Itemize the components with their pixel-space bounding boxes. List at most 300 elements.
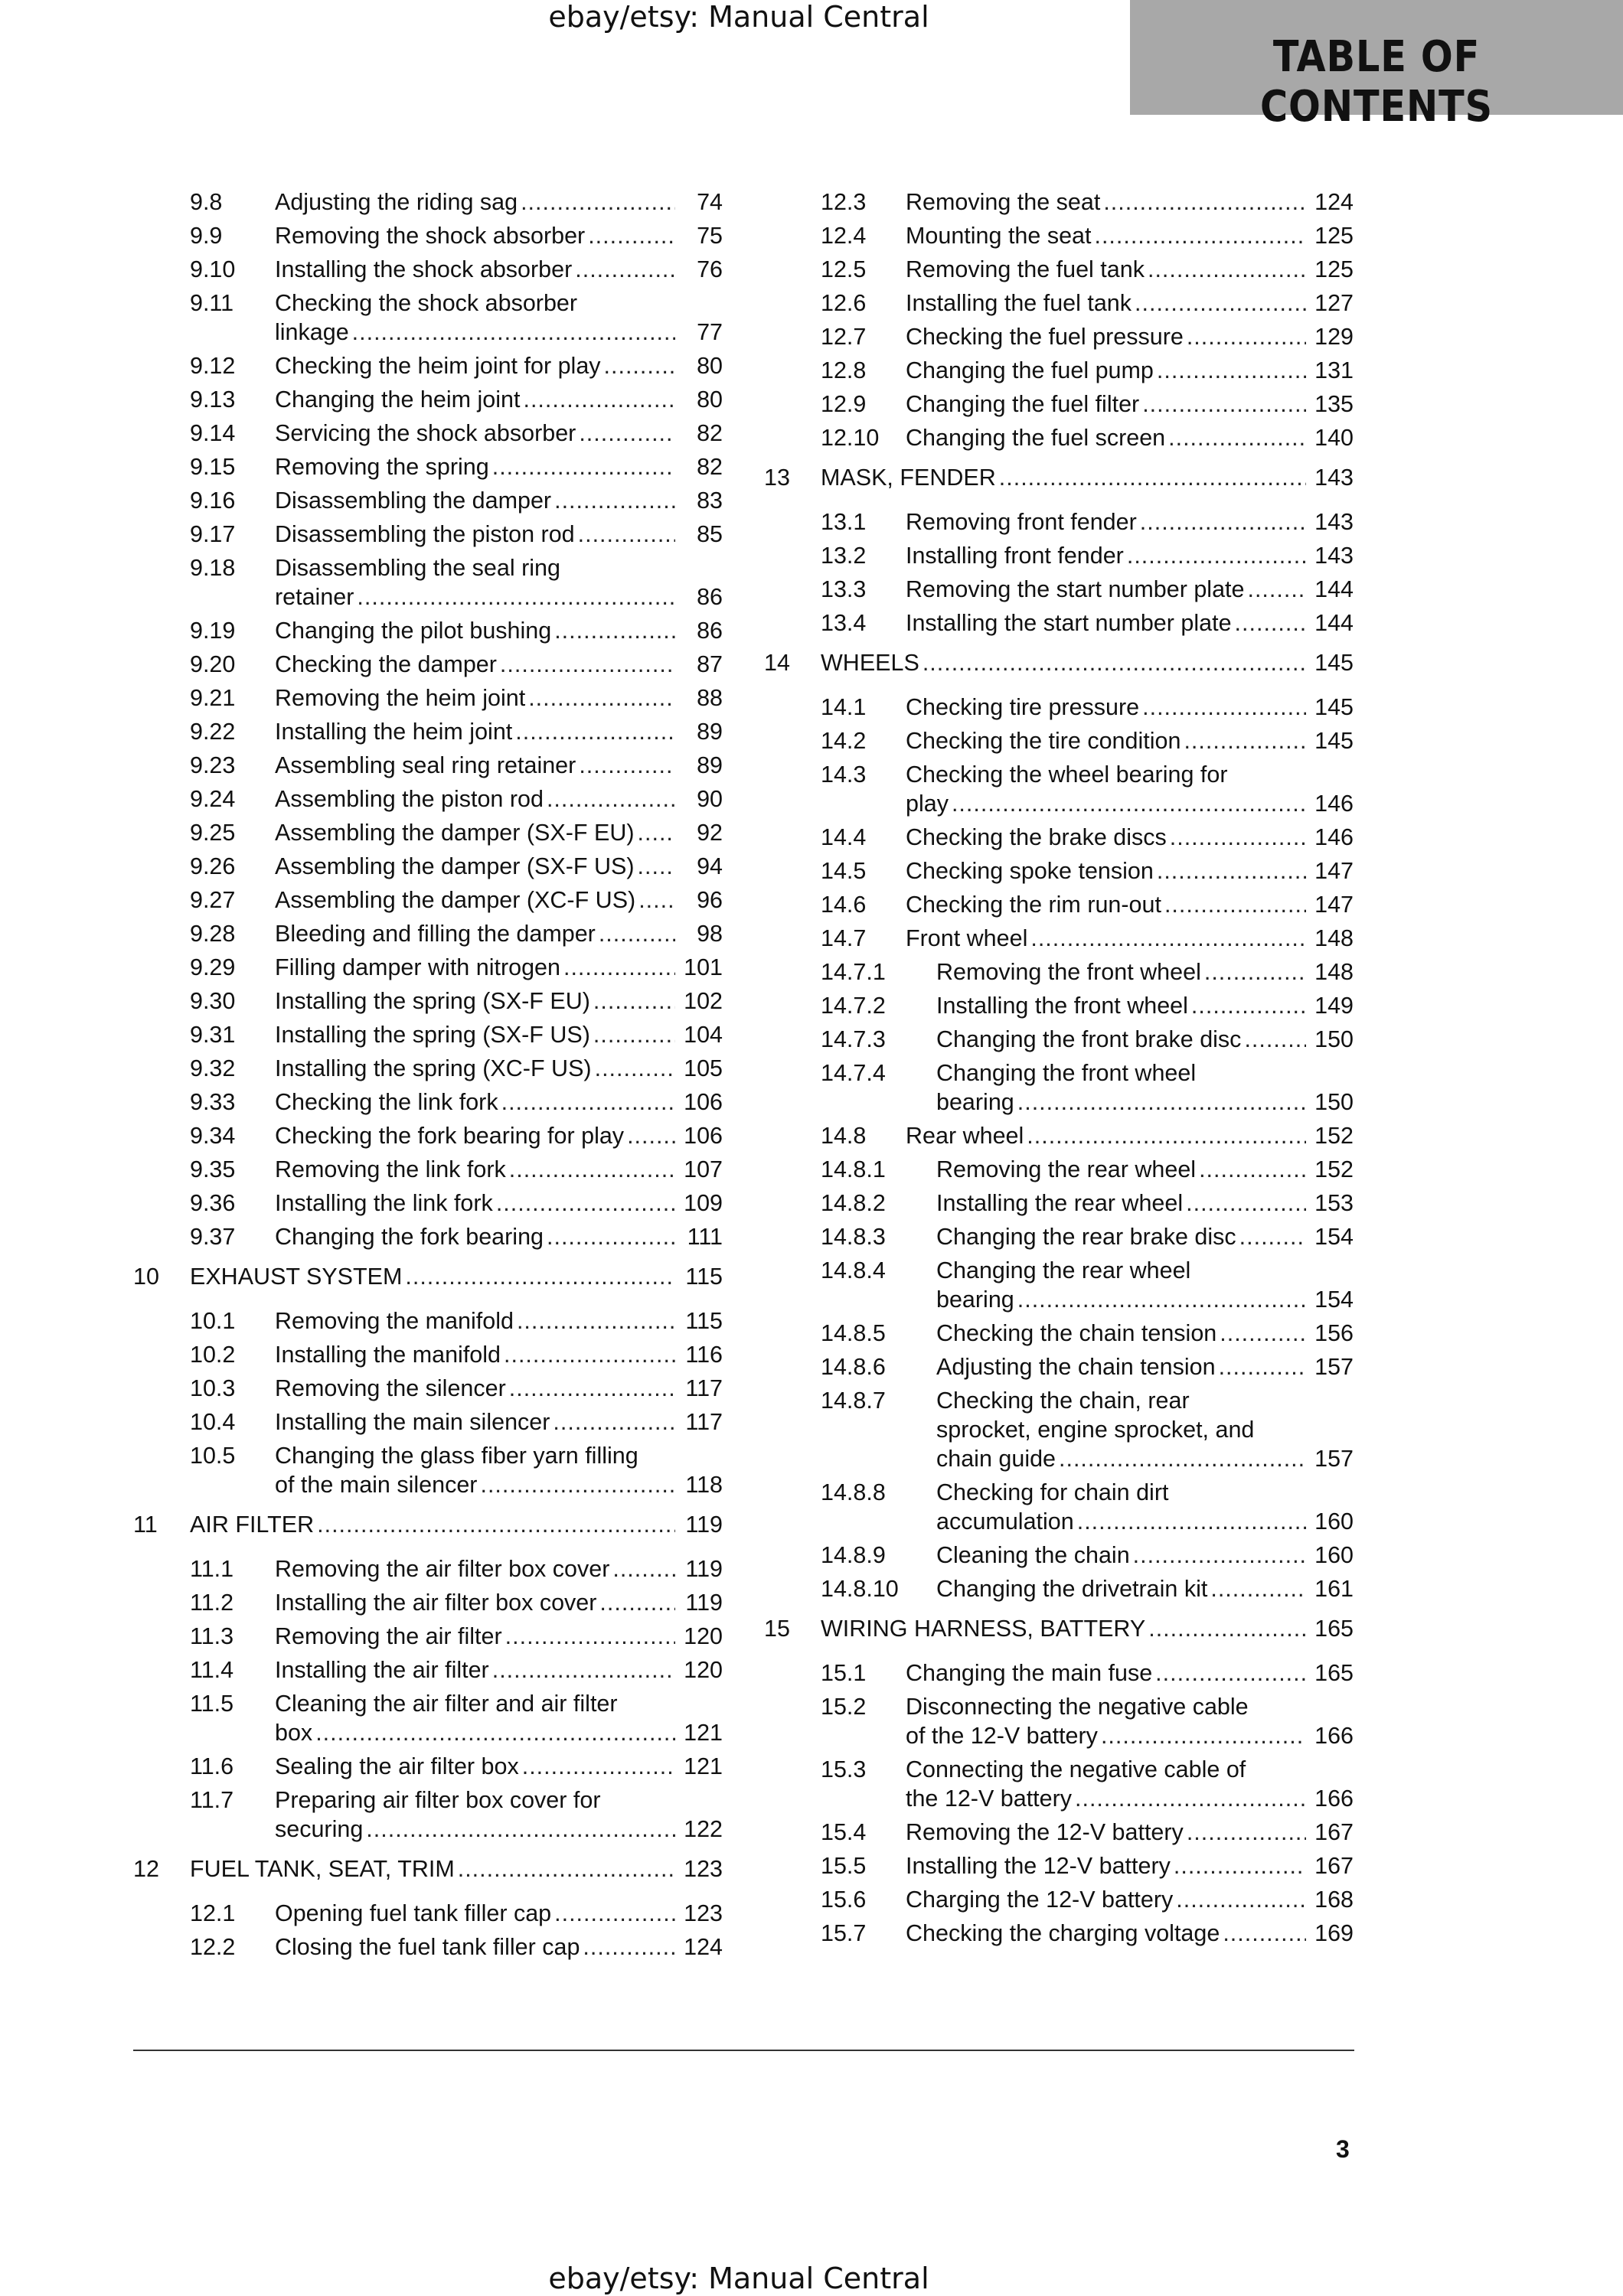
dot-leader — [554, 616, 675, 645]
toc-entry-title: Installing the front wheel — [936, 993, 1188, 1019]
toc-entry-title: Checking the chain tension — [936, 1320, 1217, 1346]
toc-entry-title-line: Preparing air filter box cover for — [275, 1787, 601, 1813]
toc-entry-page: 165 — [1314, 1660, 1354, 1686]
dot-leader — [1157, 356, 1306, 385]
toc-entry-number: 9.28 — [190, 921, 236, 947]
toc-entry-title: Installing the main silencer — [275, 1409, 550, 1435]
toc-entry-number: 9.10 — [190, 256, 236, 282]
toc-entry — [133, 818, 723, 847]
toc-entry-title: Installing the heim joint — [275, 719, 513, 745]
toc-entry-title-line: Checking for chain dirt — [936, 1479, 1169, 1505]
toc-entry-title: accumulation — [936, 1508, 1074, 1534]
toc-entry-number: 9.18 — [190, 555, 236, 581]
toc-entry-title: Installing the fuel tank — [906, 290, 1132, 316]
toc-entry-title: Changing the fork bearing — [275, 1224, 544, 1250]
toc-entry-page: 82 — [697, 454, 723, 480]
toc-entry-number: 9.21 — [190, 685, 236, 711]
toc-entry — [133, 1588, 723, 1617]
toc-entry-page: 124 — [1314, 189, 1354, 215]
dot-leader — [523, 385, 675, 414]
toc-entry-title: Changing the drivetrain kit — [936, 1576, 1208, 1602]
toc-entry-page: 89 — [697, 752, 723, 778]
toc-entry-number: 12.2 — [190, 1934, 236, 1960]
toc-entry — [133, 717, 723, 746]
toc-entry — [764, 924, 1354, 953]
toc-entry-number: 12.1 — [190, 1900, 236, 1926]
toc-entry — [133, 1441, 723, 1499]
toc-entry-number: 13.2 — [821, 543, 867, 569]
dot-leader — [480, 1470, 675, 1499]
toc-entry-page: 147 — [1314, 892, 1354, 918]
dot-leader — [599, 919, 675, 948]
toc-entry-number: 11.2 — [190, 1590, 234, 1616]
toc-entry-title: Checking the brake discs — [906, 824, 1167, 850]
toc-entry — [764, 823, 1354, 852]
dot-leader — [317, 1510, 675, 1539]
watermark-bottom: ebay/etsy: Manual Central — [548, 2262, 929, 2295]
toc-chapter-entry — [133, 1854, 723, 1883]
toc-entry-title: securing — [275, 1816, 364, 1842]
toc-entry — [133, 1374, 723, 1403]
toc-entry-page: 94 — [697, 853, 723, 879]
toc-entry-number: 9.12 — [190, 353, 236, 379]
toc-entry — [133, 351, 723, 380]
dot-leader — [505, 1622, 675, 1651]
toc-entry-page: 148 — [1314, 959, 1354, 985]
toc-entry-number: 12.3 — [821, 189, 867, 215]
dot-leader — [352, 318, 675, 347]
dot-leader — [357, 582, 675, 612]
toc-entry-page: 96 — [697, 887, 723, 913]
toc-entry-title: Changing the front brake disc — [936, 1026, 1242, 1052]
toc-entry-number: 12.4 — [821, 223, 867, 249]
dot-leader — [1164, 890, 1306, 919]
toc-entry-page: 145 — [1314, 728, 1354, 754]
dot-leader — [1223, 1919, 1306, 1948]
toc-entry-number: 9.11 — [190, 290, 234, 316]
toc-entry-number: 14.8.8 — [821, 1479, 886, 1505]
toc-entry — [133, 1655, 723, 1684]
toc-entry-title-line: Changing the front wheel — [936, 1060, 1197, 1086]
toc-entry-title: Checking the charging voltage — [906, 1920, 1220, 1946]
toc-entry-title-line: Changing the rear wheel — [936, 1257, 1191, 1283]
dot-leader — [1133, 1541, 1306, 1570]
dot-leader — [1210, 1574, 1306, 1603]
toc-entry-number: 10.3 — [190, 1375, 236, 1401]
toc-entry-number: 15 — [764, 1616, 790, 1642]
toc-entry — [133, 616, 723, 645]
toc-entry — [764, 390, 1354, 419]
toc-entry-page: 106 — [684, 1089, 723, 1115]
toc-entry-title-line: Checking the chain, rear — [936, 1388, 1190, 1414]
dot-leader — [1135, 289, 1306, 318]
dot-leader — [553, 1407, 675, 1437]
toc-entry-number: 11.7 — [190, 1787, 234, 1813]
toc-entry — [764, 1121, 1354, 1150]
toc-entry-page: 143 — [1314, 509, 1354, 535]
toc-entry-title: Adjusting the riding sag — [275, 189, 518, 215]
toc-entry-number: 15.2 — [821, 1694, 867, 1720]
toc-entry-title: of the main silencer — [275, 1472, 478, 1498]
toc-entry — [133, 385, 723, 414]
toc-entry-title: Installing the spring (SX-F US) — [275, 1022, 590, 1048]
toc-entry-page: 166 — [1314, 1786, 1354, 1812]
toc-entry — [764, 760, 1354, 818]
toc-entry-number: 9.19 — [190, 618, 236, 644]
toc-entry-title: Filling damper with nitrogen — [275, 954, 560, 980]
dot-leader — [952, 789, 1306, 818]
toc-entry — [133, 1020, 723, 1049]
toc-entry-title: Installing the link fork — [275, 1190, 493, 1216]
toc-entry — [133, 289, 723, 347]
toc-entry-page: 167 — [1314, 1819, 1354, 1845]
dot-leader — [627, 1121, 675, 1150]
dot-leader — [1094, 221, 1306, 250]
toc-entry-page: 119 — [685, 1556, 723, 1582]
toc-entry-title-line: Checking the shock absorber — [275, 290, 578, 316]
toc-entry-page: 90 — [697, 786, 723, 812]
toc-entry-number: 14.7.2 — [821, 993, 886, 1019]
toc-entry — [764, 1319, 1354, 1348]
toc-entry-page: 89 — [697, 719, 723, 745]
toc-entry-number: 10.5 — [190, 1443, 236, 1469]
toc-entry-title-line: Changing the glass fiber yarn filling — [275, 1443, 638, 1469]
dot-leader — [1027, 1121, 1306, 1150]
toc-entry-number: 14.8.4 — [821, 1257, 886, 1283]
toc-entry — [133, 1554, 723, 1583]
dot-leader — [1059, 1444, 1306, 1473]
toc-entry-page: 74 — [697, 189, 723, 215]
toc-entry — [133, 255, 723, 284]
toc-entry-title: Checking the damper — [275, 651, 497, 677]
dot-leader — [496, 1189, 675, 1218]
toc-entry-page: 148 — [1314, 925, 1354, 951]
toc-entry — [133, 1752, 723, 1781]
toc-entry-page: 83 — [697, 488, 723, 514]
toc-entry-page: 157 — [1314, 1446, 1354, 1472]
toc-entry — [133, 650, 723, 679]
toc-entry — [764, 991, 1354, 1020]
toc-entry — [764, 356, 1354, 385]
toc-entry-number: 12 — [133, 1856, 159, 1882]
toc-entry-title: Installing the 12-V battery — [906, 1853, 1171, 1879]
dot-leader — [1174, 1851, 1306, 1880]
toc-entry-page: 150 — [1314, 1089, 1354, 1115]
toc-entry-number: 9.33 — [190, 1089, 236, 1115]
toc-entry — [764, 1386, 1354, 1473]
toc-entry-title: Removing the link fork — [275, 1156, 506, 1182]
toc-entry — [133, 221, 723, 250]
toc-entry-title: Changing the heim joint — [275, 386, 521, 413]
dot-leader — [504, 1340, 675, 1369]
toc-entry — [764, 608, 1354, 638]
toc-entry-number: 14.8.7 — [821, 1388, 886, 1414]
dot-leader — [1140, 507, 1306, 536]
toc-entry-number: 14.8.2 — [821, 1190, 886, 1216]
toc-entry-title: Charging the 12-V battery — [906, 1887, 1174, 1913]
dot-leader — [638, 885, 675, 915]
toc-entry-title: Installing the air filter box cover — [275, 1590, 597, 1616]
toc-entry-number: 12.10 — [821, 425, 880, 451]
dot-leader — [1170, 823, 1306, 852]
toc-entry — [133, 452, 723, 481]
toc-entry — [133, 919, 723, 948]
toc-entry-page: 154 — [1314, 1224, 1354, 1250]
toc-entry-number: 11.6 — [190, 1753, 234, 1779]
toc-entry-page: 76 — [697, 256, 723, 282]
toc-entry-title: Front wheel — [906, 925, 1028, 951]
toc-entry-number: 14.1 — [821, 694, 867, 720]
toc-entry — [764, 856, 1354, 885]
toc-entry — [764, 1541, 1354, 1570]
dot-leader — [1187, 1818, 1306, 1847]
toc-entry-title: Checking spoke tension — [906, 858, 1154, 884]
dot-leader — [575, 255, 675, 284]
toc-entry — [133, 751, 723, 780]
toc-entry — [133, 1054, 723, 1083]
toc-entry-title: Removing the 12-V battery — [906, 1819, 1184, 1845]
page-title: TABLE OF CONTENTS — [1260, 32, 1493, 132]
toc-entry-page: 123 — [684, 1856, 723, 1882]
toc-entry-page: 144 — [1314, 610, 1354, 636]
toc-entry-page: 152 — [1314, 1156, 1354, 1182]
dot-leader — [1219, 1352, 1306, 1381]
dot-leader — [517, 1306, 675, 1336]
toc-entry-title: Installing the air filter — [275, 1657, 489, 1683]
toc-entry-number: 12.9 — [821, 391, 867, 417]
toc-entry-title: Removing the seat — [906, 189, 1101, 215]
toc-entry-number: 9.22 — [190, 719, 236, 745]
toc-entry-title: Checking tire pressure — [906, 694, 1140, 720]
toc-entry-title-line: sprocket, engine sprocket, and — [936, 1417, 1255, 1443]
toc-entry — [764, 575, 1354, 604]
toc-entry — [133, 1088, 723, 1117]
toc-entry-page: 145 — [1314, 650, 1354, 676]
dot-leader — [579, 419, 675, 448]
toc-entry-number: 11.3 — [190, 1623, 234, 1649]
dot-leader — [1204, 957, 1306, 987]
toc-entry-page: 124 — [684, 1934, 723, 1960]
dot-leader — [509, 1155, 675, 1184]
toc-entry-number: 11 — [133, 1512, 158, 1538]
dot-leader — [1101, 1721, 1306, 1750]
toc-entry-number: 12.6 — [821, 290, 867, 316]
toc-entry-page: 87 — [697, 651, 723, 677]
toc-entry-number: 14.7.4 — [821, 1060, 886, 1086]
toc-entry-title: bearing — [936, 1089, 1014, 1115]
dot-leader — [492, 1655, 675, 1684]
toc-entry-title: Installing the shock absorber — [275, 256, 573, 282]
toc-left-column — [133, 188, 723, 1966]
toc-entry-number: 14.8.5 — [821, 1320, 886, 1346]
toc-entry-number: 15.6 — [821, 1887, 867, 1913]
toc-entry — [133, 1786, 723, 1844]
toc-entry-page: 145 — [1314, 694, 1354, 720]
toc-entry — [133, 1222, 723, 1251]
toc-entry-page: 86 — [697, 584, 723, 610]
toc-entry-page: 123 — [684, 1900, 723, 1926]
toc-entry-number: 10.4 — [190, 1409, 236, 1435]
toc-entry — [764, 890, 1354, 919]
toc-entry-title: Assembling the damper (XC-F US) — [275, 887, 636, 913]
toc-entry-page: 107 — [684, 1156, 723, 1182]
dot-leader — [554, 1899, 675, 1928]
toc-entry-page: 160 — [1314, 1542, 1354, 1568]
toc-entry-number: 9.32 — [190, 1055, 236, 1081]
dot-leader — [604, 351, 675, 380]
toc-entry-page: 157 — [1314, 1354, 1354, 1380]
toc-entry-title: retainer — [275, 584, 354, 610]
toc-entry-number: 14.7.3 — [821, 1026, 886, 1052]
toc-entry-page: 146 — [1314, 824, 1354, 850]
toc-entry-page: 147 — [1314, 858, 1354, 884]
dot-leader — [547, 784, 675, 814]
toc-entry-title-line: Disconnecting the negative cable — [906, 1694, 1249, 1720]
dot-leader — [501, 1088, 675, 1117]
toc-entry-number: 9.9 — [190, 223, 223, 249]
toc-entry — [133, 520, 723, 549]
toc-entry-title: Disassembling the piston rod — [275, 521, 575, 547]
toc-entry-number: 9.15 — [190, 454, 236, 480]
toc-entry — [133, 953, 723, 982]
toc-entry — [133, 1407, 723, 1437]
dot-leader — [458, 1854, 675, 1883]
toc-entry-title: Checking the fuel pressure — [906, 324, 1184, 350]
toc-entry-title: Disassembling the damper — [275, 488, 552, 514]
toc-entry-title: Removing the fuel tank — [906, 256, 1145, 282]
dot-leader — [1235, 608, 1306, 638]
dot-leader — [1168, 423, 1306, 452]
page-number: 3 — [1336, 2135, 1350, 2163]
toc-entry-title: Removing the spring — [275, 454, 489, 480]
dot-leader — [583, 1932, 675, 1962]
toc-entry-title: Removing the rear wheel — [936, 1156, 1197, 1182]
toc-entry — [764, 693, 1354, 722]
toc-entry-number: 15.1 — [821, 1660, 867, 1686]
toc-entry-title: linkage — [275, 319, 349, 345]
toc-entry-title: FUEL TANK, SEAT, TRIM — [190, 1856, 455, 1882]
dot-leader — [593, 1020, 675, 1049]
toc-entry-page: 85 — [697, 521, 723, 547]
toc-entry-title: Removing the manifold — [275, 1308, 514, 1334]
toc-entry-title: Cleaning the chain — [936, 1542, 1130, 1568]
toc-entry-title: Changing the fuel filter — [906, 391, 1140, 417]
dot-leader — [595, 1054, 675, 1083]
toc-entry — [764, 726, 1354, 755]
toc-entry — [764, 1222, 1354, 1251]
toc-entry-page: 152 — [1314, 1123, 1354, 1149]
toc-entry-page: 125 — [1314, 256, 1354, 282]
toc-entry-number: 10.2 — [190, 1342, 236, 1368]
toc-entry-title: Rear wheel — [906, 1123, 1024, 1149]
toc-entry-page: 120 — [684, 1657, 723, 1683]
toc-entry-title: chain guide — [936, 1446, 1056, 1472]
toc-entry-title: Checking the heim joint for play — [275, 353, 601, 379]
toc-entry-page: 169 — [1314, 1920, 1354, 1946]
toc-entry-number: 9.13 — [190, 386, 236, 413]
toc-entry — [133, 852, 723, 881]
dot-leader — [405, 1262, 675, 1291]
toc-entry — [764, 1658, 1354, 1688]
toc-entry — [764, 1155, 1354, 1184]
toc-entry — [764, 221, 1354, 250]
toc-entry-number: 9.30 — [190, 988, 236, 1014]
toc-entry-title: Removing the front wheel — [936, 959, 1201, 985]
dot-leader — [999, 463, 1306, 492]
toc-entry-number: 14.6 — [821, 892, 867, 918]
dot-leader — [1142, 390, 1306, 419]
toc-entry — [133, 1689, 723, 1747]
dot-leader — [923, 648, 1306, 677]
toc-entry-page: 143 — [1314, 543, 1354, 569]
watermark-top: ebay/etsy: Manual Central — [548, 0, 929, 34]
toc-entry — [133, 1306, 723, 1336]
toc-entry-page: 160 — [1314, 1508, 1354, 1534]
dot-leader — [1017, 1088, 1306, 1117]
dot-leader — [509, 1374, 675, 1403]
dot-leader — [588, 221, 675, 250]
toc-entry-title: Installing the manifold — [275, 1342, 501, 1368]
toc-entry-page: 156 — [1314, 1320, 1354, 1346]
toc-entry-title: box — [275, 1720, 313, 1746]
toc-entry-title: Removing front fender — [906, 509, 1137, 535]
toc-entry-page: 118 — [685, 1472, 723, 1498]
toc-entry-page: 119 — [685, 1590, 723, 1616]
dot-leader — [1142, 693, 1306, 722]
toc-entry — [133, 188, 723, 217]
toc-chapter-entry — [764, 1614, 1354, 1643]
toc-entry-number: 15.4 — [821, 1819, 867, 1845]
toc-entry-number: 9.24 — [190, 786, 236, 812]
toc-entry-number: 14.8.6 — [821, 1354, 886, 1380]
dot-leader — [599, 1588, 675, 1617]
toc-entry-number: 12.8 — [821, 357, 867, 383]
toc-entry-page: 143 — [1314, 465, 1354, 491]
toc-entry-title: Installing the spring (SX-F EU) — [275, 988, 590, 1014]
toc-entry-title: Assembling the damper (SX-F US) — [275, 853, 635, 879]
toc-entry — [133, 1340, 723, 1369]
toc-entry-number: 11.5 — [190, 1691, 234, 1717]
toc-entry-title: Mounting the seat — [906, 223, 1092, 249]
toc-entry-page: 167 — [1314, 1853, 1354, 1879]
toc-entry-page: 135 — [1314, 391, 1354, 417]
toc-entry-title-line: Connecting the negative cable of — [906, 1756, 1246, 1782]
toc-entry-page: 168 — [1314, 1887, 1354, 1913]
dot-leader — [1244, 1025, 1306, 1054]
toc-entry — [133, 1899, 723, 1928]
toc-entry-page: 121 — [684, 1720, 723, 1746]
toc-entry-page: 101 — [684, 954, 723, 980]
dot-leader — [1184, 726, 1306, 755]
toc-entry-title: Installing front fender — [906, 543, 1124, 569]
toc-entry-page: 98 — [697, 921, 723, 947]
dot-leader — [612, 1554, 675, 1583]
toc-entry-title: Opening fuel tank filler cap — [275, 1900, 552, 1926]
toc-entry-title-line: Cleaning the air filter and air filter — [275, 1691, 618, 1717]
footer-divider — [133, 2050, 1354, 2051]
toc-entry-page: 153 — [1314, 1190, 1354, 1216]
toc-entry-title: AIR FILTER — [190, 1512, 315, 1538]
toc-entry-number: 9.36 — [190, 1190, 236, 1216]
dot-leader — [638, 852, 675, 881]
toc-entry — [764, 423, 1354, 452]
toc-entry-number: 14.7 — [821, 925, 867, 951]
toc-entry — [133, 784, 723, 814]
toc-entry-page: 146 — [1314, 791, 1354, 817]
toc-entry-page: 88 — [697, 685, 723, 711]
dot-leader — [1148, 1614, 1306, 1643]
toc-entry-number: 13.1 — [821, 509, 867, 535]
